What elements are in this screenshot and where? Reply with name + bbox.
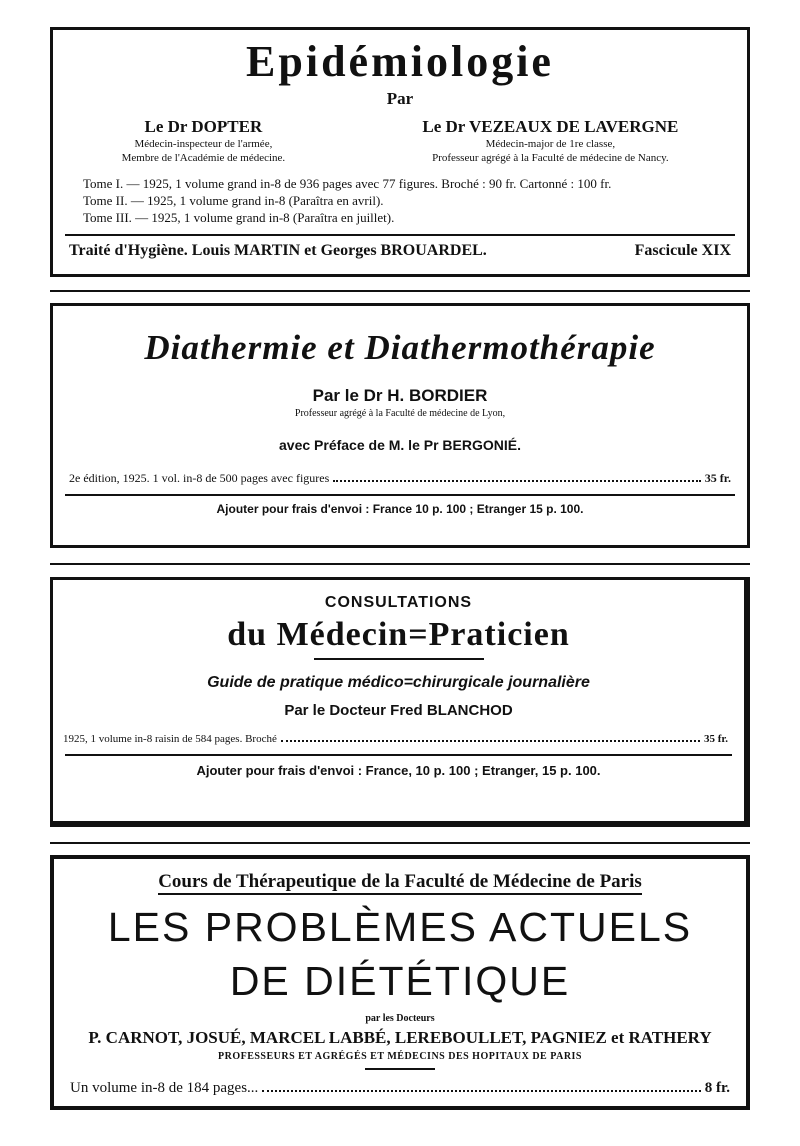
price: 8 fr.: [704, 1080, 730, 1096]
divider: [65, 494, 735, 496]
author-left: [122, 117, 286, 165]
authors-names: P. CARNOT, JOSUÉ, MARCEL LABBÉ, LEREBOULLET, PAGNIEZ et RATHERY: [88, 1028, 712, 1047]
authors-titles: PROFESSEURS ET AGRÉGÉS ET MÉDECINS DES HOPITAUX DE PARIS: [217, 1051, 582, 1062]
pretitle: CONSULTATIONS: [324, 594, 473, 611]
author-affiliation: Professeur agrégé à la Faculté de médecine de Lyon,: [294, 408, 506, 419]
tome-line: Tome III. — 1925, 1 volume grand in-8 (Paraîtra en juillet).: [83, 210, 395, 225]
shipping-note: Ajouter pour frais d'envoi : France 10 p. 100 ; Etranger 15 p. 100.: [216, 502, 584, 516]
edition-price-line: [69, 471, 731, 486]
fascicule-label: Fascicule XIX: [634, 242, 731, 259]
book-title: Epidémiologie: [246, 37, 554, 86]
edition-price-line: [70, 1080, 730, 1097]
tome-line: Tome I. — 1925, 1 volume grand in-8 de 936 pages avec 77 figures. Broché : 90 fr. Cartonné : 100 fr.: [83, 176, 612, 191]
book-title: du Médecin=Praticien: [227, 616, 570, 653]
book-title: Diathermie et Diathermothérapie: [144, 328, 656, 367]
series-footer: [53, 236, 747, 260]
shipping-note: Ajouter pour frais d'envoi : France, 10 p. 100 ; Etranger, 15 p. 100.: [196, 763, 601, 778]
edition-text: 1925, 1 volume in-8 raisin de 584 pages. Broché: [63, 733, 277, 745]
par-les-label: par les Docteurs: [365, 1013, 435, 1024]
separator: [50, 563, 750, 565]
par-label: Par: [386, 89, 414, 108]
subtitle: Guide de pratique médico=chirurgicale journalière: [207, 674, 590, 691]
preface-line: avec Préface de M. le Pr BERGONIÉ.: [279, 437, 521, 453]
dot-leader: [333, 480, 700, 482]
author-title: Professeur agrégé à la Faculté de médecine de Nancy.: [432, 152, 669, 164]
edition-price-line: [63, 733, 728, 746]
course-title: Cours de Thérapeutique de la Faculté de Médecine de Paris: [158, 871, 642, 895]
author-title: Membre de l'Académie de médecine.: [121, 152, 286, 164]
author-right: [422, 117, 678, 165]
series-title: Traité d'Hygiène. Louis MARTIN et Georges BROUARDEL.: [69, 242, 487, 259]
author-name: Le Dr DOPTER: [144, 117, 263, 136]
author-title: Médecin-major de 1re classe,: [485, 138, 616, 150]
tomes-list: [83, 175, 747, 226]
author-name: Le Dr VEZEAUX DE LAVERGNE: [422, 117, 679, 136]
divider: [65, 754, 732, 756]
author-line: Par le Dr H. BORDIER: [312, 386, 488, 405]
price: 35 fr.: [703, 733, 728, 745]
book-title-line2: DE DIÉTÉTIQUE: [229, 958, 571, 1004]
dot-leader: [262, 1090, 700, 1092]
advert-diathermie: [50, 303, 750, 548]
author-line: Par le Docteur Fred BLANCHOD: [284, 702, 513, 719]
short-divider: [365, 1068, 435, 1070]
advert-dietetique: [50, 855, 750, 1110]
separator: [50, 842, 750, 844]
dot-leader: [281, 740, 700, 742]
authors: [53, 117, 747, 165]
advert-epidemiologie: [50, 27, 750, 277]
author-title: Médecin-inspecteur de l'armée,: [134, 138, 273, 150]
separator: [50, 290, 750, 292]
title-underline: [314, 658, 484, 660]
edition-text: Un volume in-8 de 184 pages...: [70, 1080, 259, 1096]
book-title-line1: LES PROBLÈMES ACTUELS: [107, 904, 693, 950]
edition-text: 2e édition, 1925. 1 vol. in-8 de 500 pages avec figures: [69, 471, 330, 485]
price: 35 fr.: [704, 471, 731, 485]
advert-consultations: [50, 577, 750, 827]
tome-line: Tome II. — 1925, 1 volume grand in-8 (Paraîtra en avril).: [83, 193, 384, 208]
